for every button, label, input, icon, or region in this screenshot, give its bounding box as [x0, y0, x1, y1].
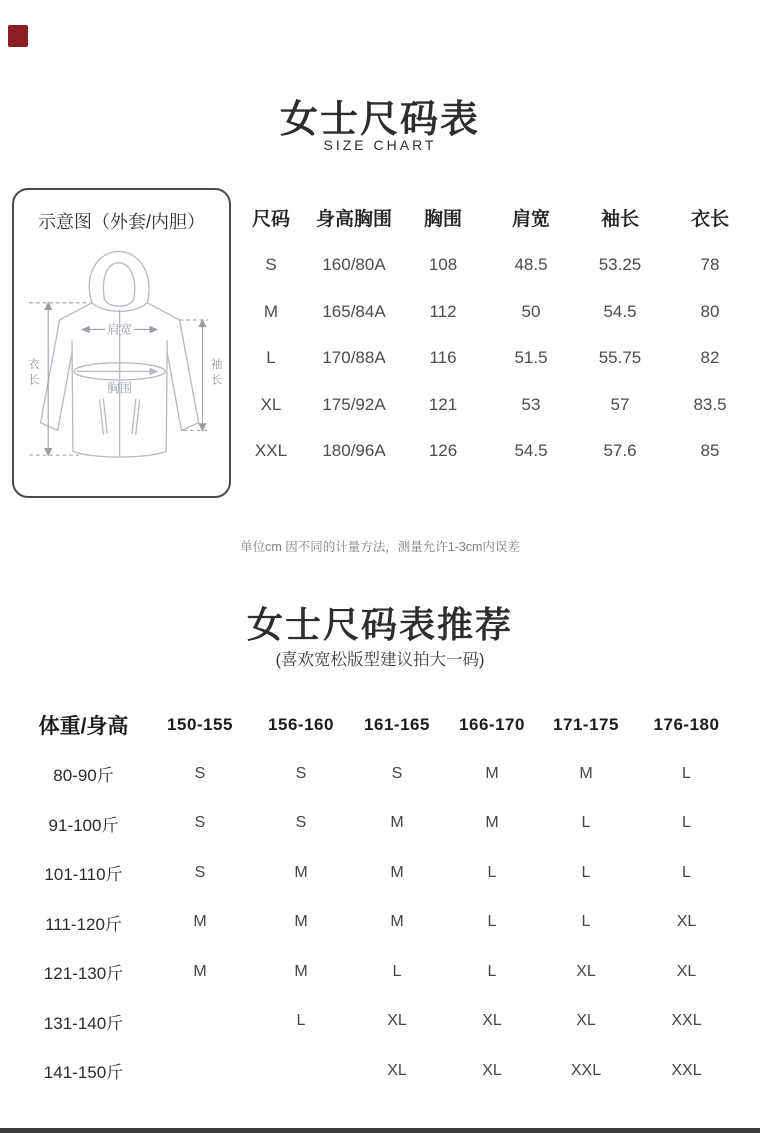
table-cell: XXL	[254, 441, 288, 461]
table-cell: 78	[700, 255, 720, 275]
table-cell: M	[485, 764, 499, 782]
table-cell: S	[295, 764, 307, 782]
table-cell: L	[487, 863, 497, 881]
recommendation-title: 女士尺码表推荐	[246, 604, 513, 645]
table-header-cell: 衣长	[690, 208, 729, 230]
table-cell: L	[392, 962, 402, 980]
table-cell: 111-120斤	[45, 914, 122, 934]
table-cell: L	[581, 814, 591, 832]
table-cell: S	[265, 255, 277, 275]
table-cell: XXL	[671, 1061, 702, 1079]
table-cell: L	[682, 814, 691, 832]
table-cell: 116	[429, 348, 457, 368]
table-cell: 53.25	[598, 255, 642, 275]
table-cell: 141-150斤	[43, 1063, 124, 1083]
table-cell: 50	[521, 301, 541, 321]
table-cell: XL	[676, 962, 697, 980]
table-cell: 108	[428, 255, 458, 275]
table-header-cell: 胸围	[423, 208, 462, 230]
red-mark	[8, 25, 28, 47]
table-cell: XL	[260, 394, 282, 414]
table-cell: M	[193, 913, 207, 931]
table-cell: XL	[576, 1012, 596, 1030]
table-cell: 82	[700, 348, 720, 368]
table-cell: 91-100斤	[48, 815, 119, 835]
table-cell	[253, 1046, 349, 1096]
table-cell: M	[390, 913, 404, 931]
table-cell	[147, 997, 253, 1047]
table-cell: 51.5	[514, 348, 548, 368]
table-cell: 175/92A	[322, 394, 386, 414]
diagram-caption: 示意图（外套/内胆）	[37, 212, 205, 232]
table-cell: 85	[700, 441, 720, 461]
table-cell: 55.75	[598, 348, 642, 368]
table-cell: L	[296, 1012, 306, 1030]
table-cell: 53	[521, 394, 541, 414]
table-cell: XL	[576, 962, 596, 980]
table-header-cell: 体重/身高	[38, 715, 129, 738]
table-cell: 101-110斤	[44, 865, 123, 885]
table-cell: S	[194, 863, 206, 881]
label-chest: 胸围	[107, 381, 132, 396]
table-cell: XXL	[671, 1012, 702, 1030]
table-header-cell: 156-160	[268, 715, 334, 734]
table-cell: L	[581, 913, 591, 931]
table-cell: 121	[428, 394, 458, 414]
table-cell: 160/80A	[322, 255, 386, 275]
table-cell: 54.5	[514, 441, 548, 461]
label-garment-length: 衣长	[26, 358, 39, 389]
measurement-diagram	[12, 188, 231, 498]
table-header-cell: 袖长	[600, 208, 639, 230]
table-cell: M	[390, 814, 404, 832]
table-cell: L	[266, 348, 276, 368]
table-header-cell: 尺码	[251, 208, 290, 230]
table-cell: XL	[387, 1061, 407, 1079]
table-cell: 57.6	[603, 441, 637, 461]
table-cell: XL	[482, 1012, 502, 1030]
table-cell: 48.5	[514, 255, 548, 275]
table-cell: XL	[482, 1061, 502, 1079]
table-cell	[147, 1046, 253, 1096]
table-cell: 80-90斤	[53, 766, 114, 786]
table-cell: L	[487, 962, 497, 980]
page-title: 女士尺码表	[279, 99, 480, 141]
table-header-cell: 肩宽	[511, 208, 550, 230]
table-cell: XXL	[570, 1061, 602, 1079]
table-cell: 165/84A	[322, 301, 386, 321]
table-cell: 180/96A	[322, 441, 386, 461]
table-cell: 126	[428, 441, 458, 461]
size-table	[233, 192, 755, 475]
table-cell: 121-130斤	[43, 964, 124, 984]
page-subtitle: SIZE CHART	[323, 137, 437, 153]
label-sleeve-length: 袖长	[209, 358, 222, 389]
table-cell: L	[682, 764, 691, 782]
table-cell: 112	[429, 301, 457, 321]
table-cell: XL	[676, 913, 697, 931]
bottom-bar	[0, 1128, 760, 1133]
table-header-cell: 176-180	[653, 715, 720, 734]
table-cell: 57	[610, 394, 630, 414]
measurement-note: 单位cm 因不同的计量方法，测量允许1-3cm内误差	[240, 540, 520, 554]
table-header-cell: 身高胸围	[315, 208, 392, 230]
table-cell: M	[294, 913, 308, 931]
table-cell: M	[294, 962, 308, 980]
table-cell: M	[193, 962, 207, 980]
table-cell: S	[391, 764, 403, 782]
table-cell: L	[487, 913, 497, 931]
table-cell: L	[581, 863, 591, 881]
table-cell: 80	[700, 301, 720, 321]
recommendation-table	[20, 701, 740, 1096]
table-cell: 83.5	[693, 394, 727, 414]
table-cell: M	[294, 863, 308, 881]
table-cell: L	[682, 863, 691, 881]
table-header-cell: 161-165	[364, 715, 430, 734]
table-header-cell: 171-175	[553, 715, 619, 734]
table-cell: M	[263, 301, 279, 321]
table-cell: M	[579, 764, 593, 782]
table-cell: XL	[387, 1012, 407, 1030]
table-cell: 131-140斤	[43, 1013, 124, 1033]
jacket-diagram-icon	[19, 240, 224, 478]
table-header-cell: 166-170	[459, 715, 525, 734]
recommendation-subtitle: (喜欢宽松版型建议拍大一码)	[275, 651, 485, 669]
table-cell: 170/88A	[322, 348, 386, 368]
table-cell: S	[194, 764, 206, 782]
table-cell: 54.5	[603, 301, 637, 321]
table-cell: M	[390, 863, 404, 881]
table-cell: M	[485, 814, 499, 832]
label-shoulder-width: 肩宽	[107, 322, 132, 337]
table-cell: S	[194, 814, 206, 832]
table-cell: S	[295, 814, 307, 832]
table-header-cell: 150-155	[167, 715, 233, 734]
